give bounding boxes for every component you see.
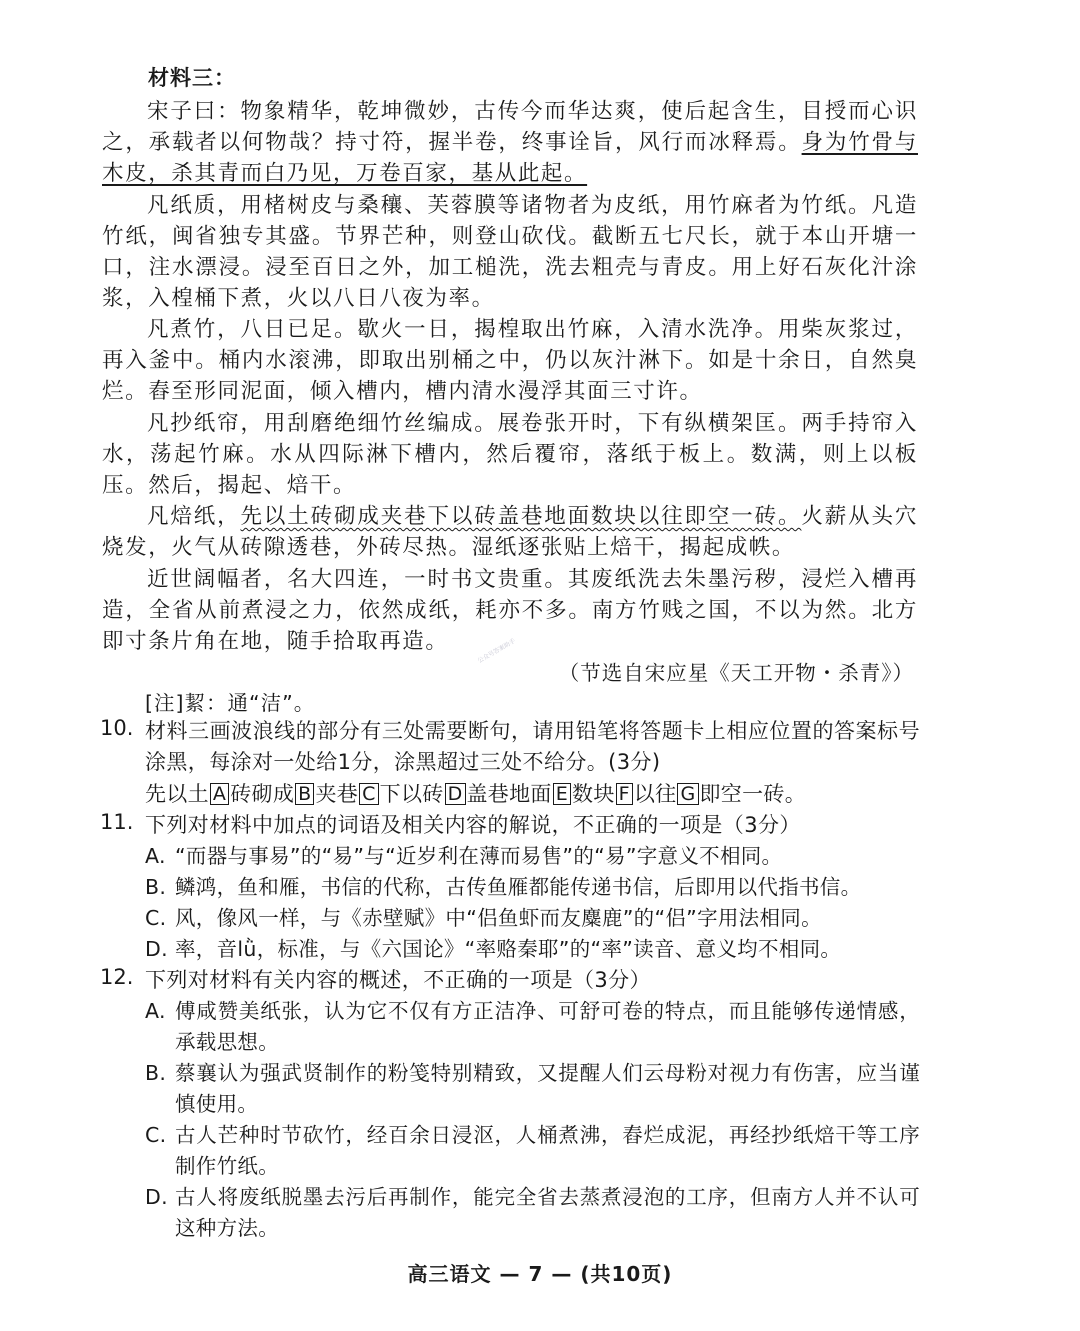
question-11-text: 下列对材料中加点的词语及相关内容的解说，不正确的一项是（3分） bbox=[145, 813, 801, 837]
option-letter: A. bbox=[145, 999, 166, 1023]
sentence-segment: 下以砖 bbox=[379, 782, 444, 806]
material-paragraph-5 bbox=[102, 501, 918, 563]
option-text: 古人芒种时节砍竹，经百余日浸沤，人桶煮沸，舂烂成泥，再经抄纸焙干等工序制作竹纸。 bbox=[175, 1123, 920, 1178]
option-letter: D. bbox=[145, 1185, 168, 1209]
paragraph-text: 火薪从头穴烧发，火气从砖隙透巷，外砖尽热。湿纸逐张贴上焙干，揭起成帙。 bbox=[102, 504, 918, 560]
option-letter: C. bbox=[145, 1123, 167, 1147]
question-11-option-c bbox=[145, 903, 920, 934]
paragraph-text: 凡焙纸， bbox=[147, 504, 241, 529]
sentence-segment: 夹巷 bbox=[315, 782, 359, 806]
watermark-stamp: 公众号答案助手 bbox=[476, 637, 517, 665]
option-text: 蔡襄认为强武贤制作的粉笺特别精致，又提醒人们云母粉对视力有伤害，应当谨慎使用。 bbox=[175, 1061, 920, 1116]
sentence-segment: 数块 bbox=[572, 782, 615, 806]
page-footer: 高三语文 — 7 — (共10页) bbox=[407, 1262, 673, 1286]
question-10-number: 10. bbox=[100, 716, 134, 740]
question-11-option-a bbox=[145, 841, 920, 872]
question-10-text: 材料三画波浪线的部分有三处需要断句，请用铅笔将答题卡上相应位置的答案标号涂黑，每涂对一处给1分，涂黑超过三处不给分。(3分) bbox=[145, 719, 920, 774]
material-paragraph-1 bbox=[102, 96, 918, 189]
sentence-segment: 先以土 bbox=[145, 782, 209, 806]
option-text: 率，音lǜ，标准，与《六国论》“率赂秦耶”的“率”读音、意义均不相同。 bbox=[175, 937, 842, 961]
question-11-option-d bbox=[145, 934, 920, 965]
break-option-c: C bbox=[359, 783, 379, 805]
option-letter: C. bbox=[145, 906, 167, 930]
question-11-number: 11. bbox=[100, 810, 134, 834]
option-text: 傅咸赞美纸张，认为它不仅有方正洁净、可舒可卷的特点，而且能够传递情感，承载思想。 bbox=[175, 999, 920, 1054]
question-12-option-c bbox=[145, 1120, 920, 1182]
sentence-segment: 以往 bbox=[633, 782, 677, 806]
option-letter: A. bbox=[145, 844, 166, 868]
wavy-underlined-sentence: 先以土砖砌成夹巷下以砖盖巷地面数块以往即空一砖。 bbox=[240, 504, 802, 529]
break-option-d: D bbox=[445, 783, 466, 805]
material-paragraph-2: 凡纸质，用楮树皮与桑穰、芙蓉膜等诸物者为皮纸，用竹麻者为竹纸。凡造竹纸，闽省独专其盛。节界芒种，则登山砍伐。截断五七尺长，就于本山开塘一口，注水漂浸。浸至百日之外，加工槌洗，洗去粗壳与青皮。用上好石灰化汁涂浆，入楻桶下煮，火以八日八夜为率。 bbox=[102, 193, 918, 311]
break-option-g: G bbox=[677, 783, 698, 805]
sentence-segment: 砖砌成 bbox=[230, 782, 295, 806]
question-12-number: 12. bbox=[100, 965, 134, 989]
question-11-option-b bbox=[145, 872, 920, 903]
break-option-e: E bbox=[553, 783, 571, 805]
break-option-f: F bbox=[616, 783, 633, 805]
underlined-sentence: 身为竹骨与木皮，杀其青而白乃见，万卷百家，基从此起。 bbox=[102, 130, 918, 186]
question-12-option-a bbox=[145, 996, 920, 1058]
option-text: 风，像风一样，与《赤壁赋》中“侣鱼虾而友麋鹿”的“侣”字用法相同。 bbox=[175, 906, 822, 930]
question-12-text: 下列对材料有关内容的概述，不正确的一项是（3分） bbox=[145, 968, 651, 992]
material-title: 材料三： bbox=[148, 65, 236, 90]
break-option-b: B bbox=[295, 783, 314, 805]
break-option-a: A bbox=[210, 783, 229, 805]
question-12-option-d bbox=[145, 1182, 920, 1244]
option-letter: B. bbox=[145, 875, 167, 899]
source-citation: （节选自宋应星《天工开物・杀青》） bbox=[558, 661, 914, 685]
option-letter: B. bbox=[145, 1061, 167, 1085]
annotation-note: [注]絜：通“洁”。 bbox=[145, 691, 316, 715]
option-text: “而器与事易”的“易”与“近岁利在薄而易售”的“易”字意义不相同。 bbox=[175, 844, 783, 868]
question-12-option-b bbox=[145, 1058, 920, 1120]
sentence-segment: 即空一砖。 bbox=[699, 782, 806, 806]
material-paragraph-3: 凡煮竹，八日已足。歇火一日，揭楻取出竹麻，入清水洗净。用柴灰浆过，再入釜中。桶内水滚沸，即取出别桶之中，仍以灰汁淋下。如是十余日，自然臭烂。舂至形同泥面，倾入槽内，槽内清水漫浮其面三寸许。 bbox=[102, 317, 918, 404]
material-paragraph-4: 凡抄纸帘，用刮磨绝细竹丝编成。展卷张开时，下有纵横架匡。两手持帘入水，荡起竹麻。水从四际淋下槽内，然后覆帘，落纸于板上。数满，则上以板压。然后，揭起、焙干。 bbox=[102, 411, 918, 498]
material-paragraph-6: 近世阔幅者，名大四连，一时书文贵重。其废纸洗去朱墨污秽，浸烂入槽再造，全省从前煮浸之力，依然成纸，耗亦不多。南方竹贱之国，不以为然。北方即寸条片角在地，随手拾取再造。 bbox=[102, 567, 918, 654]
paragraph-text: 宋子曰：物象精华，乾坤微妙，古传今而华达爽，使后起含生，目授而心识之，承载者以何物哉？持寸符，握半卷，终事诠旨，风行而冰释焉。 bbox=[102, 99, 918, 155]
option-text: 古人将废纸脱墨去污后再制作，能完全省去蒸煮浸泡的工序，但南方人并不认可这种方法。 bbox=[175, 1185, 920, 1240]
question-10-sentence bbox=[145, 779, 920, 810]
option-text: 鳞鸿，鱼和雁，书信的代称，古传鱼雁都能传递书信，后即用以代指书信。 bbox=[175, 875, 862, 899]
option-letter: D. bbox=[145, 937, 168, 961]
sentence-segment: 盖巷地面 bbox=[466, 782, 552, 806]
